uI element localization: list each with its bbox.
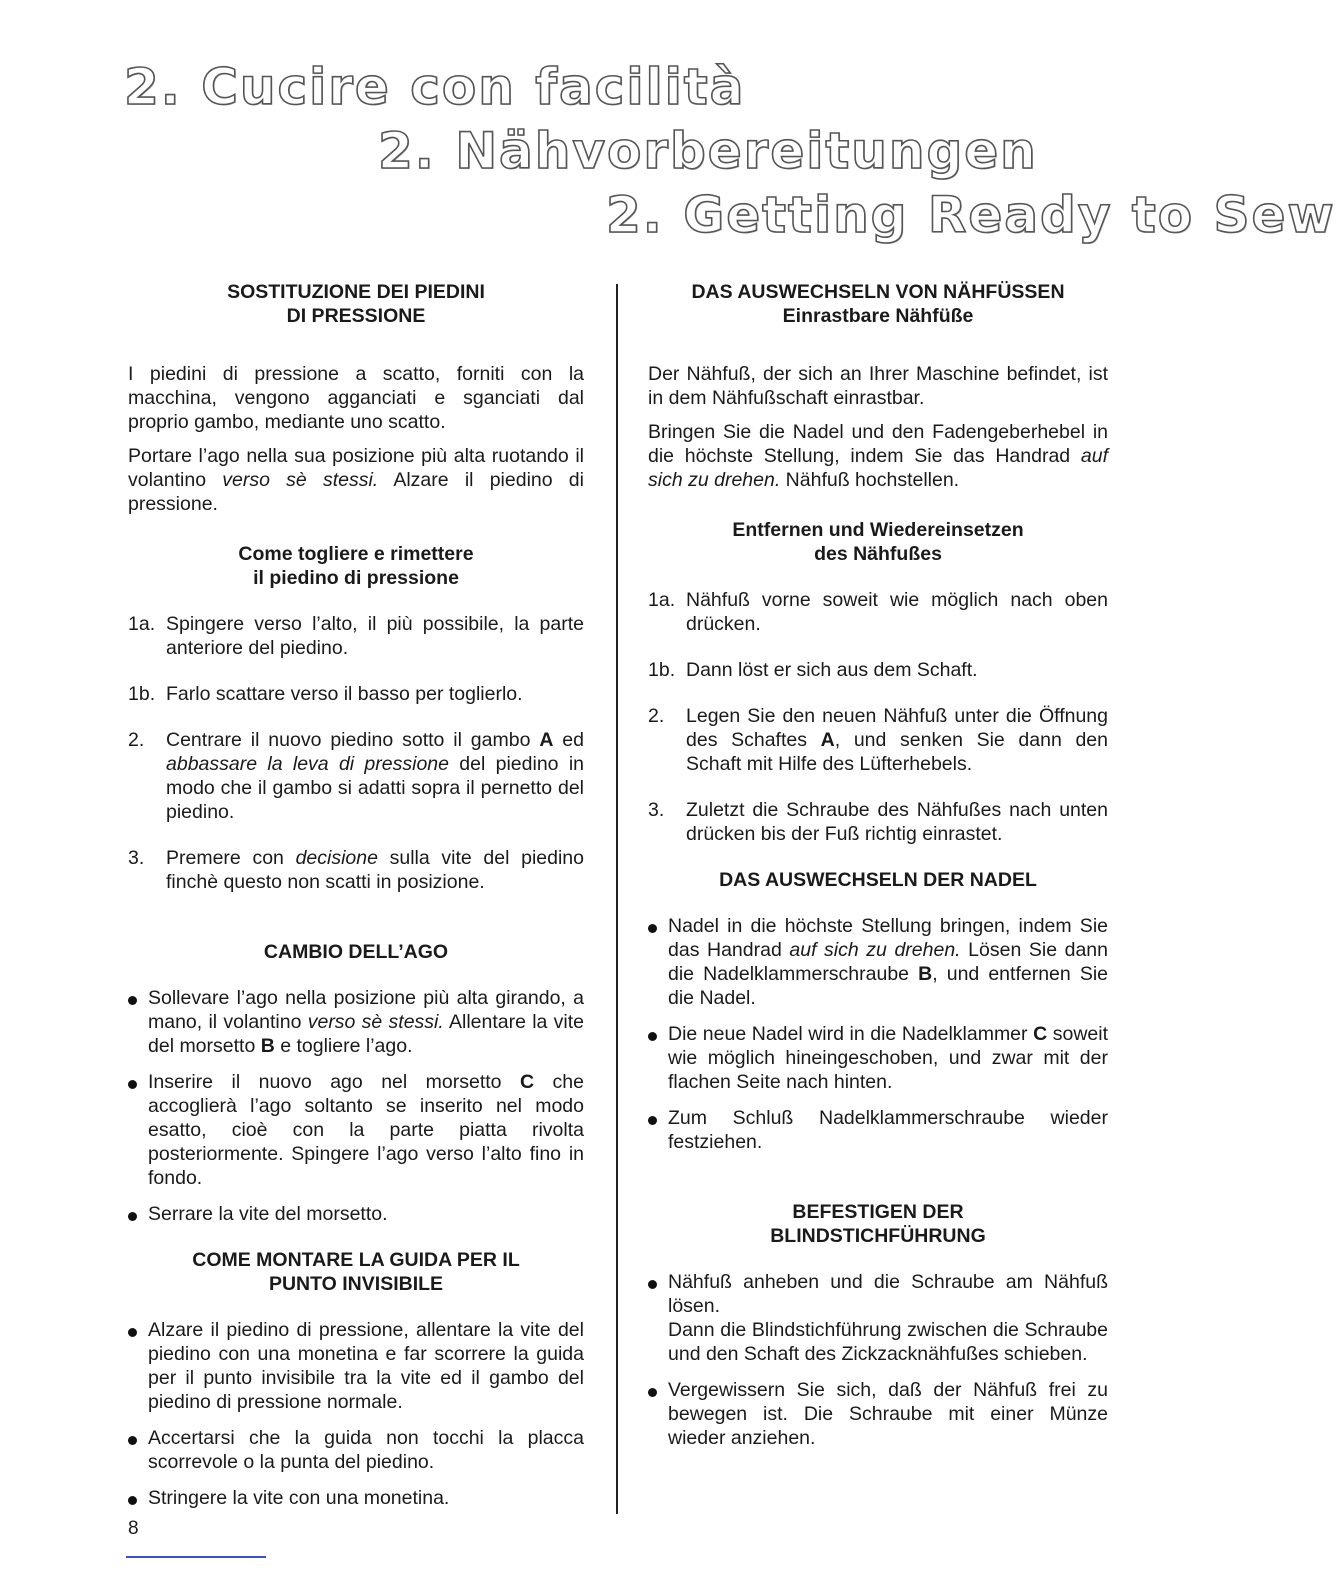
text-run: Die neue Nadel wird in die Nadelklammer: [668, 1023, 1034, 1045]
text-run: Bringen Sie die Nadel und den Fadengeberhebel in die höchste Stellung, indem Sie das Handrad: [648, 421, 1108, 467]
text-run: Dann die Blindstichführung zwischen die Schraube und den Schaft des Zickzacknähfußes schieben.: [668, 1319, 1108, 1365]
step-number: 3.: [648, 799, 665, 821]
label-bold: A: [820, 729, 835, 751]
title-line: DAS AUSWECHSELN VON NÄHFÜSSEN: [691, 281, 1065, 303]
text-run: Nähfuß hochstellen.: [780, 469, 960, 491]
step-1b: [128, 682, 584, 706]
text-run: Premere con: [166, 847, 296, 869]
emphasis: decisione: [295, 847, 378, 869]
paragraph: Der Nähfuß, der sich an Ihrer Maschine befindet, ist in dem Nähfußschaft einrastbar.: [648, 363, 1108, 409]
column-divider: [616, 284, 618, 1514]
banner-english-title: 2. Getting Ready to Sew: [606, 186, 1336, 244]
bullet-item: [648, 914, 1108, 1010]
text-run: Serrare la vite del morsetto.: [148, 1203, 388, 1225]
text-run: Legen Sie den neuen Nähfuß unter die Öffnung des Schaftes: [686, 705, 1108, 751]
step-number: 3.: [128, 847, 145, 869]
label-bold: C: [1033, 1023, 1048, 1045]
title-line: SOSTITUZIONE DEI PIEDINI: [227, 281, 485, 303]
text-run: del piedino in modo che il gambo si adatti sopra il pernetto del piedino.: [166, 753, 584, 823]
label-bold: B: [260, 1035, 275, 1057]
step-number: 1b.: [128, 683, 156, 705]
text-run: Zum Schluß Nadelklammerschraube wieder festziehen.: [668, 1107, 1108, 1153]
title-line: BLINDSTICHFÜHRUNG: [770, 1225, 986, 1247]
section-title-blind-stitch-guide: [648, 1200, 1108, 1248]
bullet-item: [648, 1022, 1108, 1094]
section-title-blind-stitch-guide: [128, 1248, 584, 1296]
banner-italian-title: 2. Cucire con facilità: [124, 58, 746, 116]
text-run: Vergewissern Sie sich, daß der Nähfuß frei zu bewegen ist. Die Schraube mit einer Münze wieder anziehen.: [668, 1379, 1108, 1449]
title-line: des Nähfußes: [814, 543, 942, 565]
step-text: Spingere verso l’alto, il più possibile, la parte anteriore del piedino.: [166, 613, 584, 659]
text-run: sulla vite del piedino finchè questo non scatti in posizione.: [166, 847, 584, 893]
text-run: Stringere la vite con una monetina.: [148, 1487, 450, 1509]
title-line: Entfernen und Wiedereinsetzen: [732, 519, 1024, 541]
title-line: DAS AUSWECHSELN DER NADEL: [719, 869, 1037, 891]
italian-column: [128, 280, 584, 1510]
label-bold: B: [918, 963, 933, 985]
bullet-item: [128, 1070, 584, 1190]
bullet-item: [128, 1486, 584, 1510]
step-text: Zuletzt die Schraube des Nähfußes nach unten drücken bis der Fuß richtig einrastet.: [686, 799, 1108, 845]
text-run: e togliere l’ago.: [274, 1035, 413, 1057]
section-title-needle-change: [648, 868, 1108, 892]
label-bold: C: [520, 1071, 535, 1093]
bullet-item: [648, 1378, 1108, 1450]
section-title-needle-change: [128, 940, 584, 964]
step-text: Farlo scattare verso il basso per toglierlo.: [166, 683, 523, 705]
paragraph: [648, 420, 1108, 492]
text-run: Accertarsi che la guida non tocchi la placca scorrevole o la punta del piedino.: [148, 1427, 584, 1473]
paragraph: [128, 444, 584, 516]
text-run: soweit wie möglich hineingeschoben, und zwar mit der flachen Seite nach hinten.: [668, 1023, 1108, 1093]
title-line: BEFESTIGEN DER: [792, 1201, 964, 1223]
text-run: Nadel in die höchste Stellung bringen, indem Sie das Handrad: [668, 915, 1108, 961]
text-run: , und senken Sie dann den Schaft mit Hilfe des Lüfterhebels.: [686, 729, 1108, 775]
section-title-presser-feet: [128, 280, 584, 328]
text-run: Centrare il nuovo piedino sotto il gambo: [166, 729, 540, 751]
title-line: Come togliere e rimettere: [238, 543, 474, 565]
emphasis: auf sich zu drehen.: [648, 445, 1108, 491]
label-bold: A: [539, 729, 554, 751]
banner-german-title: 2. Nähvorbereitungen: [378, 122, 1038, 180]
text-run: Sollevare l’ago nella posizione più alta girando, a mano, il volantino: [148, 987, 584, 1033]
step-1a: [648, 588, 1108, 636]
paragraph: I piedini di pressione a scatto, forniti con la macchina, vengono agganciati e sganciati dal proprio gambo, mediante uno scatto.: [128, 363, 584, 433]
text-run: Lösen Sie dann die Nadelklammerschraube: [668, 939, 1108, 985]
step-text: Nähfuß vorne soweit wie möglich nach oben drücken.: [686, 589, 1108, 635]
text-run: Nähfuß anheben und die Schraube am Nähfuß lösen.: [668, 1271, 1108, 1317]
text-run: Portare l’ago nella sua posizione più alta ruotando il volantino: [128, 445, 584, 491]
bullet-item: [648, 1270, 1108, 1366]
title-line: CAMBIO DELL’AGO: [263, 941, 449, 963]
bullet-item: [128, 1202, 584, 1226]
step-1b: [648, 658, 1108, 682]
text-run: Allentare la vite del morsetto: [148, 1011, 584, 1057]
text-run: Inserire il nuovo ago nel morsetto: [148, 1071, 520, 1093]
title-line: COME MONTARE LA GUIDA PER IL: [192, 1249, 520, 1271]
step-3: [648, 798, 1108, 846]
text-run: ed: [553, 729, 584, 751]
text-run: che accoglierà l’ago soltanto se inserito nel modo esatto, cioè con la parte piatta rivolta posteriormente. Spingere l’ago verso l’alto fino in fondo.: [148, 1071, 584, 1189]
emphasis: verso sè stessi.: [307, 1011, 444, 1033]
german-column: [648, 280, 1108, 1450]
step-number: 1b.: [648, 659, 676, 681]
step-text: Dann löst er sich aus dem Schaft.: [686, 659, 978, 681]
emphasis: auf sich zu drehen.: [789, 939, 961, 961]
step-3: [128, 846, 584, 894]
title-line: DI PRESSIONE: [286, 305, 426, 327]
page-number: 8: [128, 1518, 139, 1539]
text-run: Alzare il piedino di pressione.: [128, 469, 584, 515]
section-title-presser-feet: [648, 280, 1108, 328]
step-2: [128, 728, 584, 824]
step-number: 1a.: [648, 589, 676, 611]
bullet-item: [128, 986, 584, 1058]
bullet-item: [128, 1426, 584, 1474]
title-line: Einrastbare Nähfüße: [782, 305, 974, 327]
step-number: 2.: [128, 729, 145, 751]
subsection-title-remove-replace: [648, 518, 1108, 566]
step-1a: [128, 612, 584, 660]
footer-rule: [126, 1556, 266, 1558]
emphasis: verso sè stessi.: [222, 469, 379, 491]
step-number: 2.: [648, 705, 665, 727]
title-line: il piedino di pressione: [253, 567, 459, 589]
text-run: , und entfernen Sie die Nadel.: [668, 963, 1109, 1009]
bullet-item: [648, 1106, 1108, 1154]
subsection-title-remove-replace: [128, 542, 584, 590]
text-run: Alzare il piedino di pressione, allentare la vite del piedino con una monetina e far scorrere la guida per il punto invisibile tra la vite ed il gambo del piedino di pressione normale.: [148, 1319, 584, 1413]
step-2: [648, 704, 1108, 776]
bullet-item: [128, 1318, 584, 1414]
emphasis: abbassare la leva di pressione: [166, 753, 449, 775]
title-line: PUNTO INVISIBILE: [268, 1273, 444, 1295]
step-number: 1a.: [128, 613, 156, 635]
